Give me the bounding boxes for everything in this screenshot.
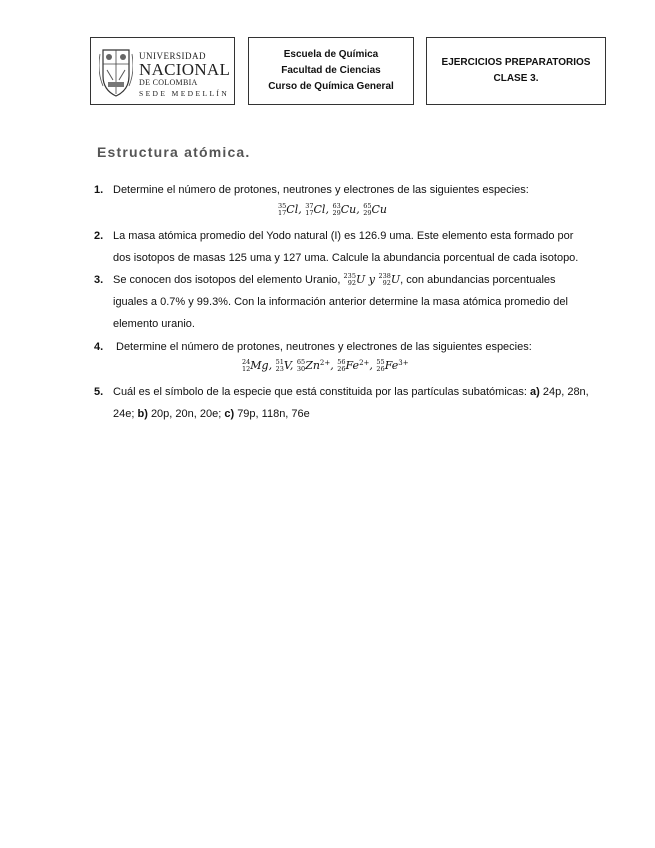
option-a-text: 24p, 28n, [542,386,589,398]
element-symbol: Cu [340,203,357,216]
element-symbol: U [390,273,401,286]
logo-line-sede: SEDE MEDELLÍN [139,89,230,98]
element-symbol: V [283,359,290,372]
atomic-number: 17 [278,209,287,217]
isotope-notation [297,359,330,372]
atomic-number: 30 [296,365,306,373]
exercise-text-line2: iguales a 0.7% y 99.3%. Con la información anterior determine la masa atómica promedio del [113,296,568,308]
university-logo [90,37,235,105]
mass-number: 65 [296,358,306,366]
ion-charge: 3+ [398,359,409,367]
element-symbol: Cl [286,203,299,216]
species-formula-1: 35 17 Cl, 37 17 Cl, 63 29 Cu, 65 29 Cu [278,202,388,217]
atomic-number: 17 [305,209,314,217]
isotope-notation [332,203,356,216]
element-symbol: Cl [313,203,326,216]
exercise-number: 5. [94,386,104,398]
option-c-label: c) [224,408,235,420]
ion-charge: 2+ [319,359,331,367]
exercise-number: 1. [94,184,104,196]
exercise-set-title: EJERCICIOS PREPARATORIOS [441,57,591,68]
logo-line-colombia: DE COLOMBIA [139,78,198,87]
element-symbol: Mg [250,359,269,372]
mass-number: 24 [242,358,251,366]
coat-of-arms-icon [99,46,133,98]
exercise-text-part: Cuál es el símbolo de la especie que está constituida por las partículas subatómicas: [113,386,527,398]
mass-number: 63 [332,202,341,210]
uranium-isotopes [344,273,401,286]
isotope-notation [344,273,366,286]
atomic-number: 23 [275,365,284,373]
exercise-text-part: Se conocen dos isotopos del elemento Uranio, [113,274,341,286]
exercise-text: Determine el número de protones, neutrones y electrones de las siguientes especies: [116,341,532,353]
atomic-number: 29 [363,209,372,217]
element-symbol: Cu [371,203,388,216]
option-b-label: b) [137,408,148,420]
course-name: Curso de Química General [268,81,394,92]
isotope-notation [242,359,269,372]
mass-number: 37 [305,202,314,210]
exercise-text-line2 [113,403,563,425]
atomic-number: 12 [242,365,251,373]
element-symbol: Zn [305,359,320,372]
section-title: Estructura atómica. [97,144,251,160]
faculty-name: Facultad de Ciencias [281,65,381,76]
isotope-notation [278,203,298,216]
atomic-number: 26 [376,365,385,373]
school-info-box [248,37,414,105]
mass-number: 238 [378,272,391,280]
mass-number: 55 [376,358,385,366]
joiner-text: y [365,273,379,286]
atomic-number: 92 [347,279,356,287]
option-c-text: 79p, 118n, 76e [237,408,310,420]
mass-number: 65 [363,202,372,210]
element-symbol: U [355,273,366,286]
isotope-notation [363,203,387,216]
exercise-set-class: CLASE 3. [493,73,539,84]
option-a-text-cont: 24e; [113,408,135,420]
exercise-text-part: , con abundancias porcentuales [400,274,556,286]
exercise-number: 2. [94,230,104,242]
exercise-number: 3. [94,274,104,286]
element-symbol: Fe [384,359,399,372]
exercise-text-line2: dos isotopos de masas 125 uma y 127 uma. Calcule la abundancia porcentual de cada isotopo. [113,252,579,264]
isotope-notation [276,359,290,372]
option-a-label: a) [530,386,540,398]
ion-charge: 2+ [359,359,370,367]
atomic-number: 29 [332,209,341,217]
atomic-number: 92 [382,279,391,287]
mass-number: 35 [278,202,287,210]
logo-line-universidad: UNIVERSIDAD [139,51,206,61]
exercise-text-line3: elemento uranio. [113,318,195,330]
exercise-text-line1 [113,381,589,403]
exercise-set-box [426,37,606,105]
mass-number: 51 [275,358,284,366]
logo-line-nacional: NACIONAL [139,60,231,79]
exercise-text-line1 [113,269,563,291]
isotope-notation [305,203,325,216]
isotope-notation [378,273,400,286]
element-symbol: Fe [345,359,360,372]
isotope-notation [337,359,369,372]
species-formula-4: 24 12 Mg, 51 23 V, 65 30 $Zn^{2+}$, 56 26 $Fe^{2+}$, 55 26 $Fe^{3+}$ [242,358,409,373]
mass-number: 235 [343,272,356,280]
mass-number: 56 [337,358,346,366]
atomic-number: 26 [337,365,346,373]
exercise-number: 4. [94,341,104,353]
exercise-text: Determine el número de protones, neutrones y electrones de las siguientes especies: [113,184,529,196]
school-name: Escuela de Química [283,49,379,60]
isotope-notation [376,359,408,372]
option-b-text: 20p, 20n, 20e; [150,408,222,420]
exercise-text-line1: La masa atómica promedio del Yodo natural (I) es 126.9 uma. Este elemento esta formado por [113,230,574,242]
